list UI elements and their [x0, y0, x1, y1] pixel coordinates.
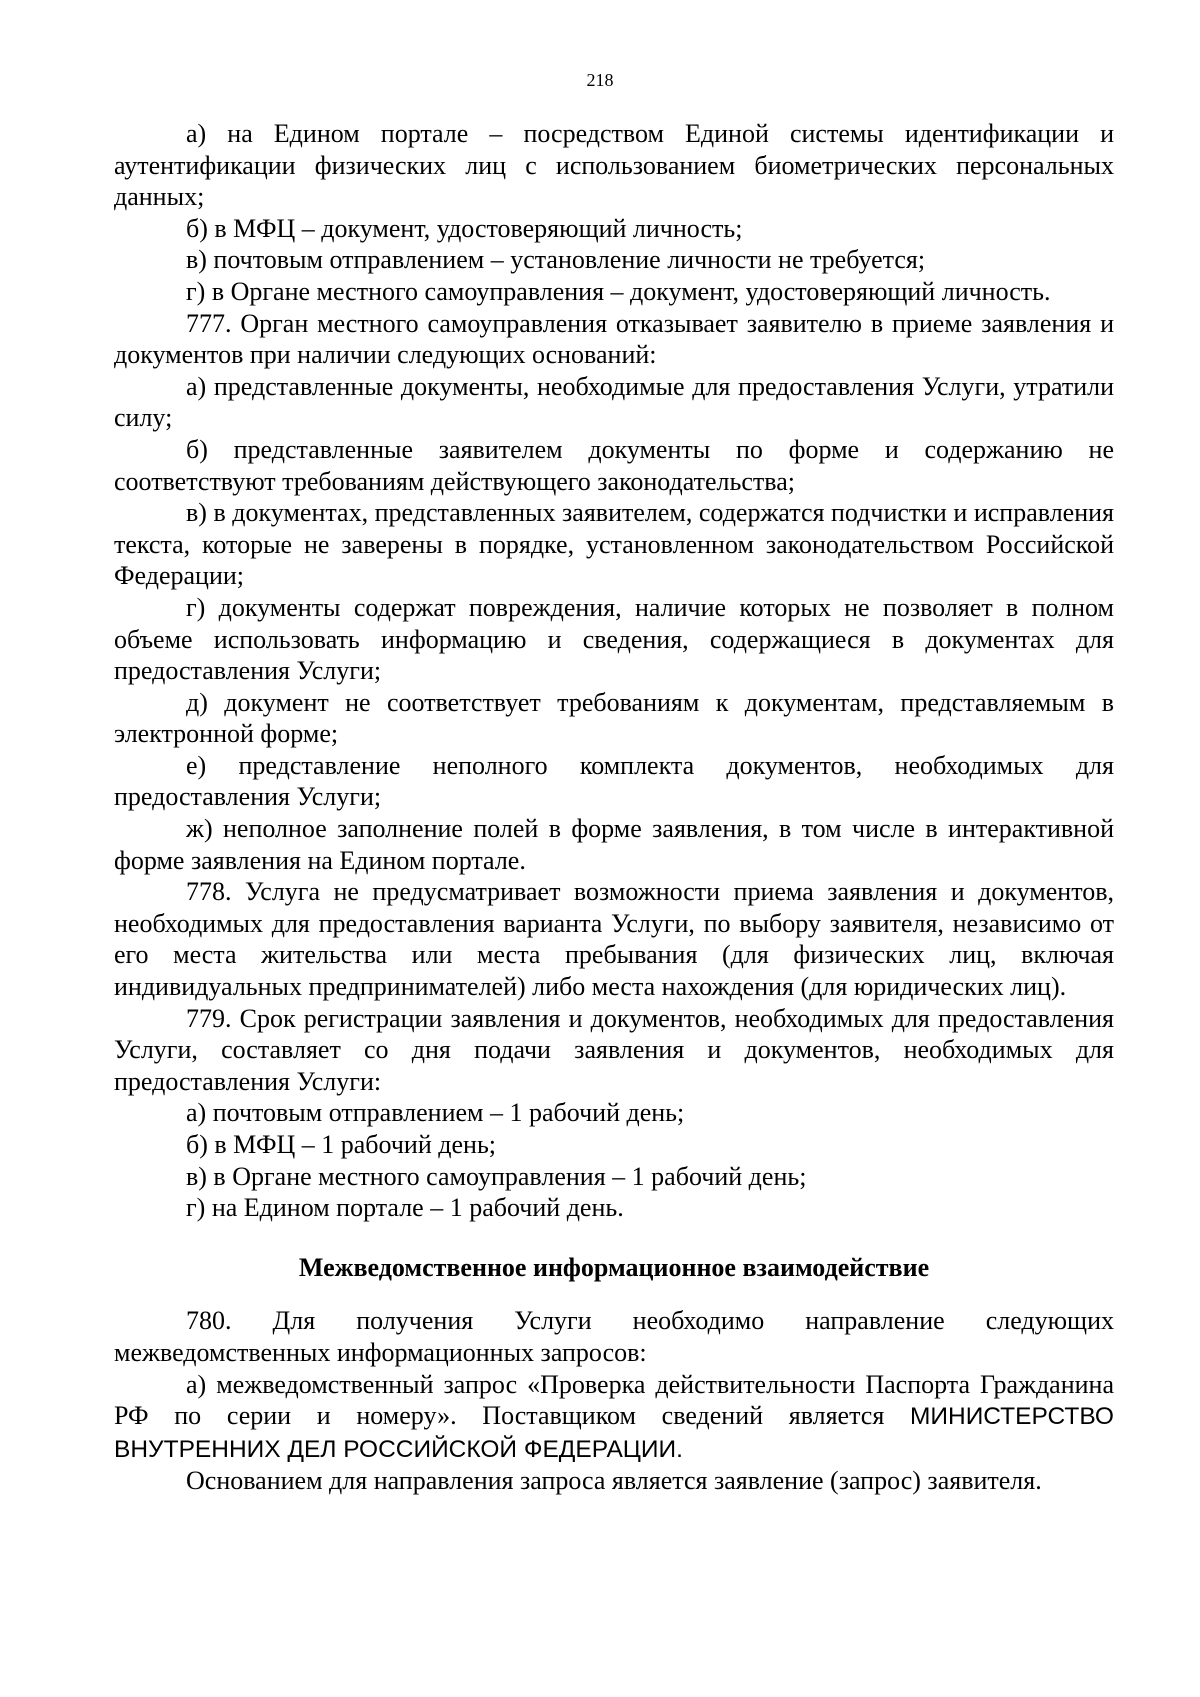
paragraph: г) на Едином портале – 1 рабочий день.: [186, 1193, 624, 1223]
paragraph: г) в Органе местного самоуправления – документ, удостоверяющий личность.: [186, 276, 1051, 306]
document-body: [114, 118, 1114, 1497]
paragraph: в) в Органе местного самоуправления – 1 рабочий день;: [186, 1161, 807, 1191]
paragraph: а) представленные документы, необходимые для предоставления Услуги, утратили силу;: [114, 371, 1114, 433]
section-heading: Межведомственное информационное взаимодействие: [298, 1252, 930, 1282]
paragraph: 777. Орган местного самоуправления отказывает заявителю в приеме заявления и документов при наличии следующих оснований:: [114, 308, 1114, 370]
paragraph: в) почтовым отправлением – установление личности не требуется;: [186, 245, 926, 275]
request-paragraph: [114, 1369, 1114, 1466]
request-text: а) межведомственный запрос «Проверка действительности Паспорта Гражданина РФ по серии и номеру». Поставщиком сведений является: [114, 1369, 1114, 1431]
paragraph: г) документы содержат повреждения, наличие которых не позволяет в полном объеме использовать информацию и сведения, содержащиеся в документах для предоставления Услуги;: [114, 592, 1114, 686]
paragraph: 778. Услуга не предусматривает возможности приема заявления и документов, необходимых для предоставления варианта Услуги, по выбору заявителя, независимо от его места жительства или места пребывания (для физических лиц, включая индивидуальных предпринимателей) либо места нахождения (для юридических лиц).: [114, 877, 1114, 1002]
paragraph: 779. Срок регистрации заявления и документов, необходимых для предоставления Услуги, составляет со дня подачи заявления и документов, необходимых для предоставления Услуги:: [114, 1003, 1114, 1096]
paragraph: б) в МФЦ – 1 рабочий день;: [186, 1130, 497, 1159]
page-number: 218: [586, 70, 614, 90]
paragraph: а) почтовым отправлением – 1 рабочий день;: [186, 1098, 685, 1128]
paragraph: б) представленные заявителем документы по форме и содержанию не соответствуют требованиям действующего законодательства;: [114, 434, 1114, 496]
paragraph: 780. Для получения Услуги необходимо направление следующих межведомственных информационных запросов:: [114, 1306, 1114, 1367]
paragraph: б) в МФЦ – документ, удостоверяющий личность;: [186, 213, 743, 243]
paragraph: Основанием для направления запроса является заявление (запрос) заявителя.: [186, 1466, 1042, 1496]
paragraph: ж) неполное заполнение полей в форме заявления, в том числе в интерактивной форме заявления на Едином портале.: [114, 814, 1114, 875]
paragraph: а) на Едином портале – посредством Единой системы идентификации и аутентификации физических лиц с использованием биометрических персональных данных;: [114, 119, 1114, 212]
paragraph: в) в документах, представленных заявителем, содержатся подчистки и исправления текста, которые не заверены в порядке, установленном законодательством Российской Федерации;: [114, 498, 1114, 591]
paragraph: е) представление неполного комплекта документов, необходимых для предоставления Услуги;: [114, 750, 1114, 812]
provider-name: МИНИСТЕРСТВО ВНУТРЕННИХ ДЕЛ РОССИЙСКОЙ ФЕДЕРАЦИИ.: [114, 1403, 1114, 1463]
paragraph: д) документ не соответствует требованиям к документам, представляемым в электронной форме;: [114, 687, 1114, 749]
